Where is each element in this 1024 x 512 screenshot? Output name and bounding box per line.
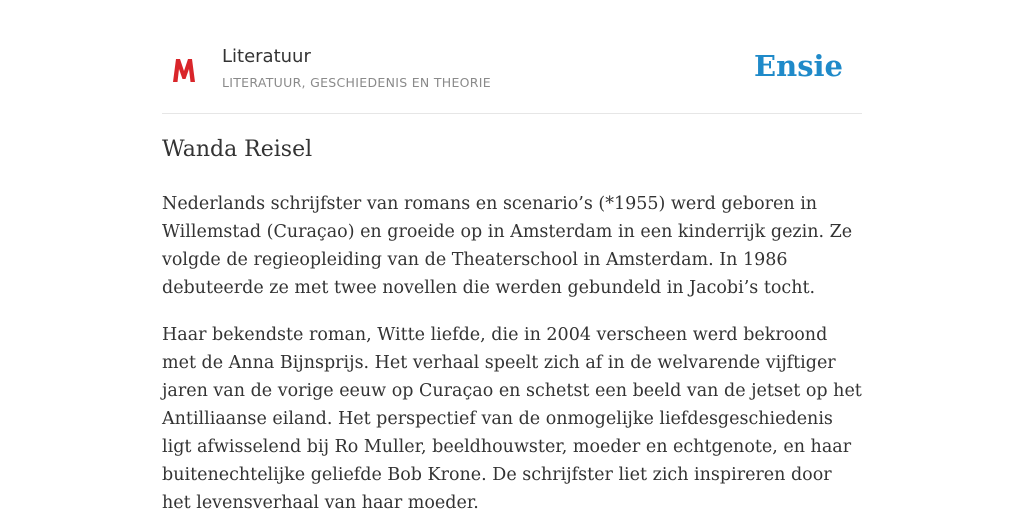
m-logo-icon[interactable] <box>171 55 197 85</box>
category-title[interactable]: Literatuur <box>222 46 311 67</box>
article-body <box>162 190 862 512</box>
ensie-logo-link[interactable]: Ensie <box>754 49 843 83</box>
article-paragraph: Haar bekendste roman, Witte liefde, die in 2004 verscheen werd bekroond met de Anna Bijnsprijs. Het verhaal speelt zich af in de welvarende vijftiger jaren van de vorige eeuw op Curaçao en schetst een beeld van de jetset op het Antilliaanse eiland. Het perspectief van de onmogelijke liefdesgeschiedenis ligt afwisselend bij Ro Muller, beeldhouwster, moeder en echtgenote, en haar buitenechtelijke geliefde Bob Krone. De schrijfster liet zich inspireren door het levensverhaal van haar moeder. <box>162 325 862 512</box>
site-header <box>162 40 862 114</box>
article-paragraph: Nederlands schrijfster van romans en scenario’s (*1955) werd geboren in Willemstad (Curaçao) en groeide op in Amsterdam in een kinderrijk gezin. Ze volgde de regieopleiding van de Theaterschool in Amsterdam. In 1986 debuteerde ze met twee novellen die werden gebundeld in Jacobi’s tocht. <box>162 194 853 298</box>
article-title: Wanda Reisel <box>162 137 313 162</box>
category-subtitle: LITERATUUR, GESCHIEDENIS EN THEORIE <box>222 75 491 90</box>
